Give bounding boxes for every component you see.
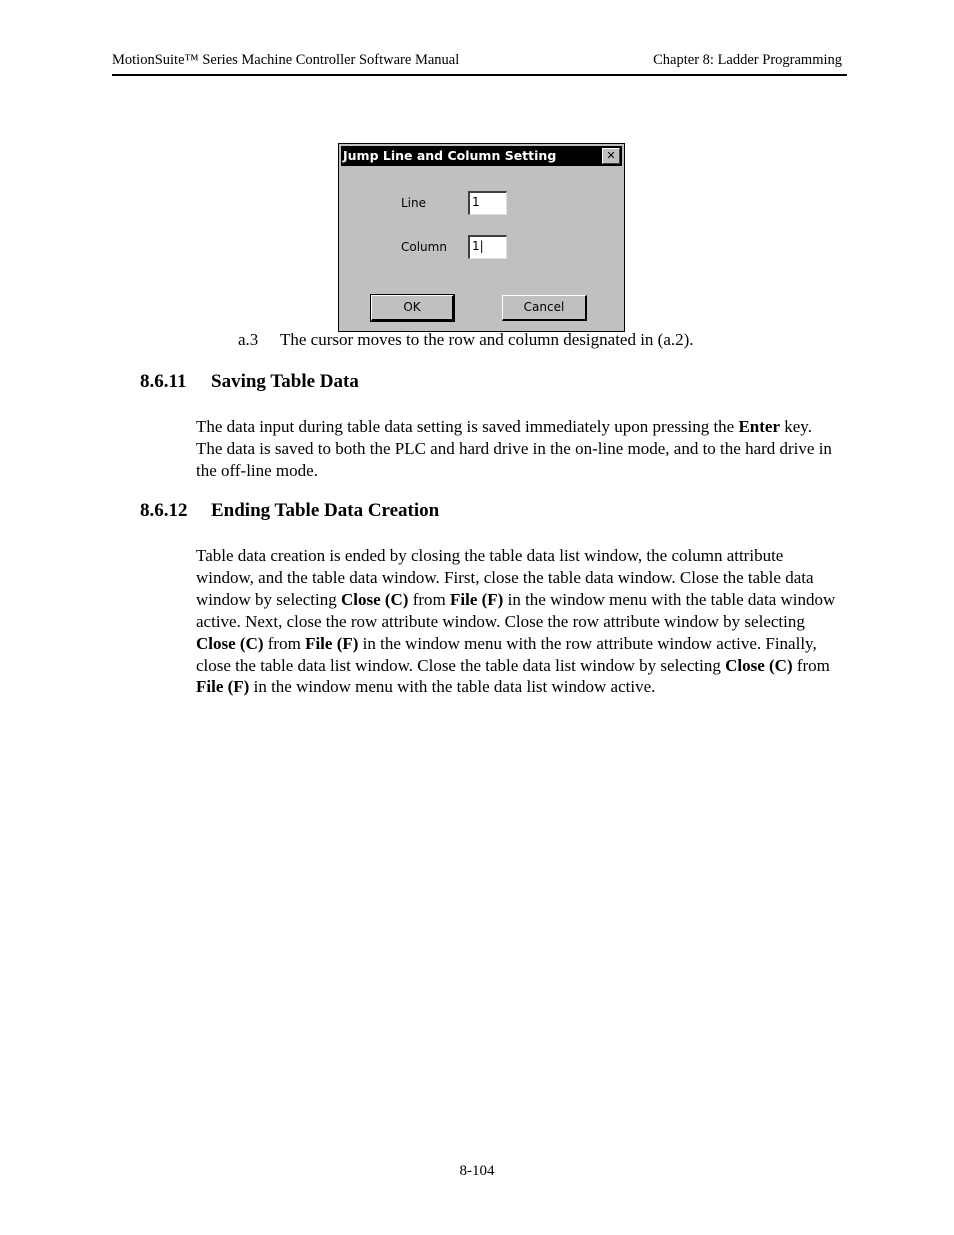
section-title: Ending Table Data Creation bbox=[211, 500, 440, 521]
cancel-button[interactable]: Cancel bbox=[502, 295, 587, 321]
text-run: in the window menu with the table data list window active. bbox=[249, 677, 656, 697]
line-input[interactable]: 1 bbox=[468, 191, 507, 215]
figure-caption bbox=[238, 330, 694, 350]
section-number: 8.6.12 bbox=[140, 500, 188, 521]
text-run: in the window menu with the table data window active. Next, close the row attribute window. Close the row attribute window by selecting bbox=[196, 589, 836, 631]
bold-term: Enter bbox=[738, 417, 781, 436]
section-heading-ending bbox=[140, 500, 439, 522]
section-title: Saving Table Data bbox=[211, 371, 359, 392]
text-run: from bbox=[792, 655, 830, 675]
column-input[interactable]: 1| bbox=[468, 235, 507, 259]
text-run: key. The data is saved to both the PLC and hard drive in the on-line mode, and to the hard drive in the off-line mode. bbox=[196, 417, 832, 480]
page-number: 8-104 bbox=[459, 1163, 495, 1179]
column-label: Column bbox=[401, 240, 447, 254]
caption-number: a.3 bbox=[238, 330, 259, 349]
paragraph-ending bbox=[196, 545, 841, 698]
paragraph-saving bbox=[196, 416, 841, 482]
ok-button[interactable]: OK bbox=[371, 295, 454, 321]
manual-title: MotionSuite™ Series Machine Controller Software Manual bbox=[112, 52, 460, 68]
jump-line-column-dialog bbox=[338, 143, 625, 332]
bold-term: File (F) bbox=[196, 677, 250, 697]
section-number: 8.6.11 bbox=[140, 371, 187, 392]
line-label: Line bbox=[401, 196, 427, 210]
bold-term: File (F) bbox=[305, 633, 359, 653]
dialog-title: Jump Line and Column Setting bbox=[343, 148, 557, 163]
caption-text: The cursor moves to the row and column designated in (a.2). bbox=[280, 330, 694, 349]
text-run: from bbox=[408, 589, 451, 609]
bold-term: Close (C) bbox=[340, 589, 409, 609]
bold-term: Close (C) bbox=[725, 655, 793, 675]
chapter-title: Chapter 8: Ladder Programming bbox=[653, 52, 842, 68]
close-icon[interactable]: ✕ bbox=[602, 148, 620, 164]
section-heading-saving bbox=[140, 371, 359, 393]
dialog-titlebar bbox=[341, 146, 622, 166]
page-header bbox=[112, 52, 847, 76]
text-run: in the window menu with the row attribute window active. Finally, close the table data list window. Close the table data list window by selecting bbox=[196, 633, 817, 675]
bold-term: Close (C) bbox=[196, 633, 264, 653]
text-run: The data input during table data setting is saved immediately upon pressing the bbox=[196, 417, 739, 436]
bold-term: File (F) bbox=[450, 589, 504, 609]
text-run: Table data creation is ended by closing the table data list window, the column attribute window, and the table data window. First, close the table data window. Close the table data window by selecting bbox=[196, 546, 814, 609]
text-run: from bbox=[263, 633, 306, 653]
